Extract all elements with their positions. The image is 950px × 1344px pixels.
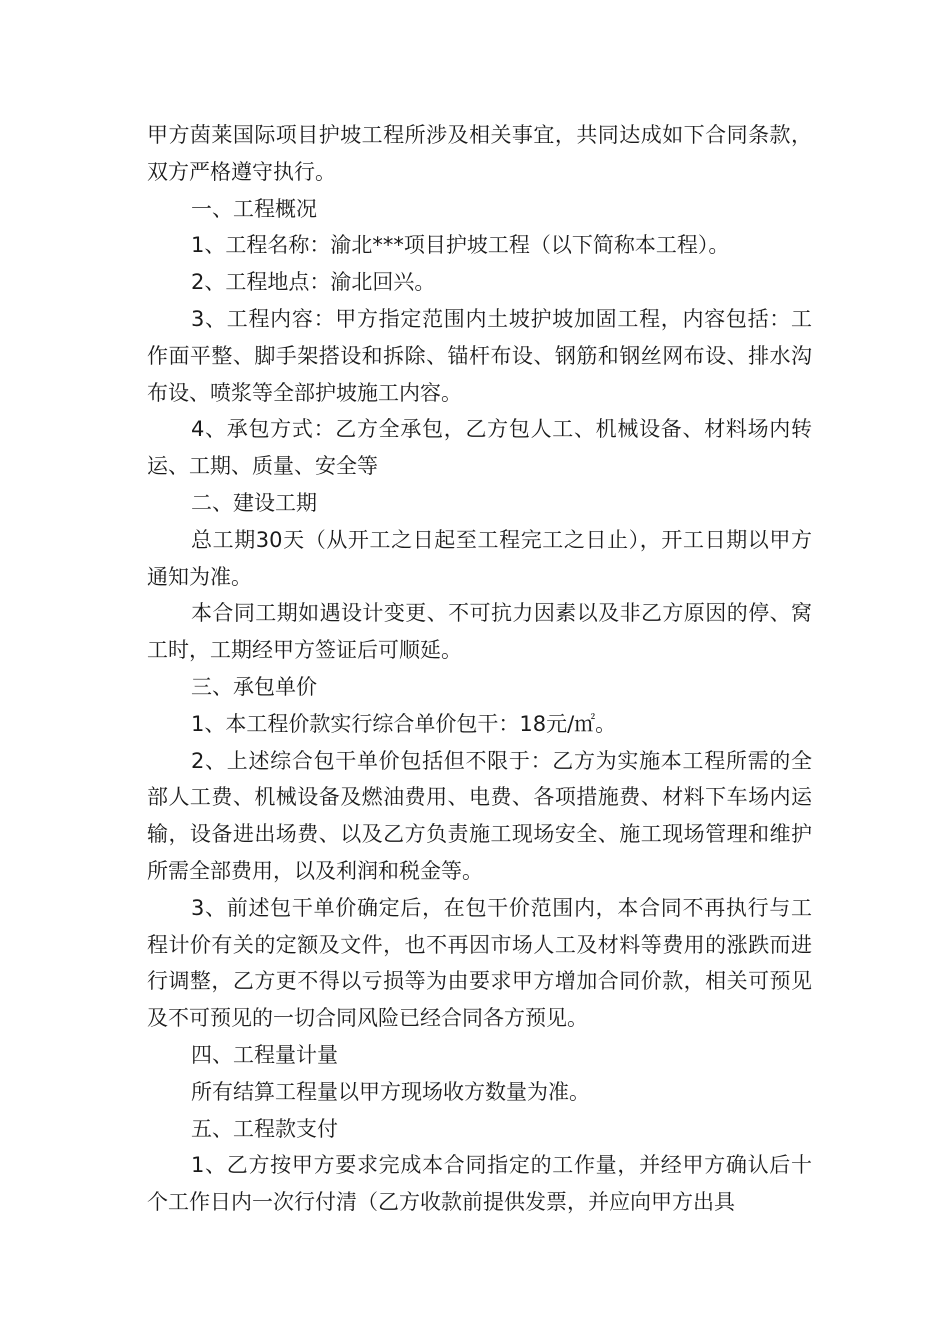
paragraph-payment: 1、乙方按甲方要求完成本合同指定的工作量，并经甲方确认后十个工作日内一次行付清（乙方收款前提供发票，并应向甲方出具	[147, 1153, 812, 1215]
paragraph-preamble: 甲方茵莱国际项目护坡工程所涉及相关事宜，共同达成如下合同条款，双方严格遵守执行。	[147, 123, 812, 184]
paragraph-measurement: 所有结算工程量以甲方现场收方数量为准。	[191, 1079, 590, 1104]
paragraph-total-duration: 总工期30天（从开工之日起至工程完工之日止），开工日期以甲方通知为准。	[147, 527, 812, 589]
paragraph-schedule-extension: 本合同工期如遇设计变更、不可抗力因素以及非乙方原因的停、窝工时，工期经甲方签证后可顺延。	[147, 601, 812, 663]
paragraph-project-name: 1、工程名称：渝北***项目护坡工程（以下简称本工程）。	[191, 233, 730, 258]
paragraph-project-location: 2、工程地点：渝北回兴。	[191, 270, 436, 295]
section-heading-overview: 一、工程概况	[191, 196, 317, 221]
paragraph-project-content: 3、工程内容：甲方指定范围内土坡护坡加固工程，内容包括：工作面平整、脚手架搭设和拆除、锚杆布设、钢筋和钢丝网布设、排水沟布设、喷浆等全部护坡施工内容。	[147, 306, 812, 405]
section-heading-schedule: 二、建设工期	[191, 490, 317, 515]
paragraph-unit-price: 1、本工程价款实行综合单价包干：18元/㎡。	[191, 711, 617, 736]
section-heading-payment: 五、工程款支付	[191, 1116, 338, 1141]
document-body	[147, 117, 812, 1221]
paragraph-price-fixed: 3、前述包干单价确定后，在包干价范围内，本合同不再执行与工程计价有关的定额及文件，也不再因市场人工及材料等费用的涨跌而进行调整，乙方更不得以亏损等为由要求甲方增加合同价款，相关可预见及不可预见的一切合同风险已经合同各方预见。	[147, 895, 812, 1031]
paragraph-contract-method: 4、承包方式：乙方全承包，乙方包人工、机械设备、材料场内转运、工期、质量、安全等	[147, 417, 812, 479]
section-heading-measurement: 四、工程量计量	[191, 1042, 338, 1067]
section-heading-unit-price: 三、承包单价	[191, 674, 317, 699]
paragraph-price-inclusions: 2、上述综合包干单价包括但不限于：乙方为实施本工程所需的全部人工费、机械设备及燃油费用、电费、各项措施费、材料下车场内运输，设备进出场费、以及乙方负责施工现场安全、施工现场管理和维护所需全部费用，以及利润和税金等。	[147, 748, 812, 883]
